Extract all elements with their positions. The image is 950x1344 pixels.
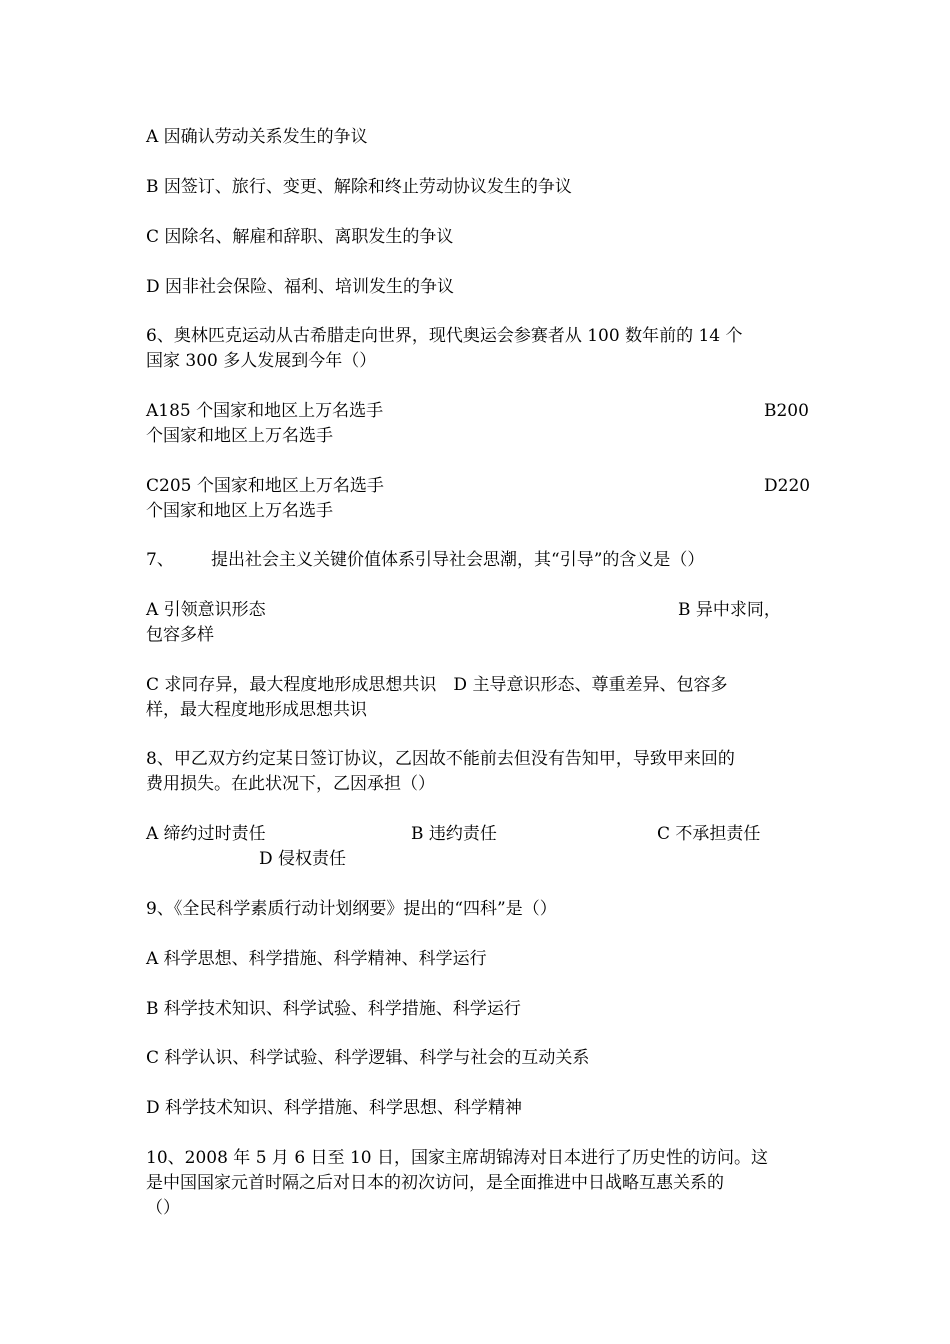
q9-option-c: C 科学认识、科学试验、科学逻辑、科学与社会的互动关系 xyxy=(146,1048,590,1068)
q8-option-a: A 缔约过时责任 xyxy=(146,824,266,844)
q6-option-b-head: B200 xyxy=(764,401,809,421)
q8-stem-line2: 费用损失。在此状况下，乙因承担（） xyxy=(146,774,435,794)
q8-option-c: C 不承担责任 xyxy=(657,824,761,844)
q8-stem-line1: 8、甲乙双方约定某日签订协议，乙因故不能前去但没有告知甲，导致甲来回的 xyxy=(146,749,735,769)
q7-option-a: A 引领意识形态 xyxy=(146,600,266,620)
q9-option-a: A 科学思想、科学措施、科学精神、科学运行 xyxy=(146,949,487,969)
q5-option-a: A 因确认劳动关系发生的争议 xyxy=(146,127,368,147)
q5-option-b: B 因签订、旅行、变更、解除和终止劳动协议发生的争议 xyxy=(146,177,572,197)
q5-option-c: C 因除名、解雇和辞职、离职发生的争议 xyxy=(146,227,454,247)
q8-option-d: D 侵权责任 xyxy=(259,849,347,869)
q9-option-b: B 科学技术知识、科学试验、科学措施、科学运行 xyxy=(146,999,521,1019)
q6-option-d-head: D220 xyxy=(764,476,811,496)
q7-number: 7、 xyxy=(146,550,174,570)
q7-stem: 提出社会主义关键价值体系引导社会思潮，其“引导”的含义是（） xyxy=(211,550,705,570)
q5-option-d: D 因非社会保险、福利、培训发生的争议 xyxy=(146,277,455,297)
q10-stem-line2: 是中国国家元首时隔之后对日本的初次访问，是全面推进中日战略互惠关系的 xyxy=(146,1173,724,1193)
q10-stem-line3: （） xyxy=(146,1198,180,1218)
q6-option-b-tail: 个国家和地区上万名选手 xyxy=(146,426,333,446)
q7-option-b-tail: 包容多样 xyxy=(146,625,214,645)
q10-stem-line1: 10、2008 年 5 月 6 日至 10 日，国家主席胡锦涛对日本进行了历史性的访问。这 xyxy=(146,1148,768,1168)
q6-option-d-tail: 个国家和地区上万名选手 xyxy=(146,501,333,521)
q6-option-a: A185 个国家和地区上万名选手 xyxy=(146,401,384,421)
q7-option-cd-line2: 样，最大程度地形成思想共识 xyxy=(146,700,367,720)
q6-stem-line1: 6、奥林匹克运动从古希腊走向世界，现代奥运会参赛者从 100 数年前的 14 个 xyxy=(146,326,743,346)
q9-option-d: D 科学技术知识、科学措施、科学思想、科学精神 xyxy=(146,1098,523,1118)
q8-option-b: B 违约责任 xyxy=(411,824,497,844)
q6-stem-line2: 国家 300 多人发展到今年（） xyxy=(146,351,377,371)
q6-option-c: C205 个国家和地区上万名选手 xyxy=(146,476,384,496)
q9-stem: 9、《全民科学素质行动计划纲要》提出的“四科”是（） xyxy=(146,899,557,919)
q7-option-cd-line1: C 求同存异，最大程度地形成思想共识 D 主导意识形态、尊重差异、包容多 xyxy=(146,675,728,695)
q7-option-b-head: B 异中求同， xyxy=(678,600,781,620)
